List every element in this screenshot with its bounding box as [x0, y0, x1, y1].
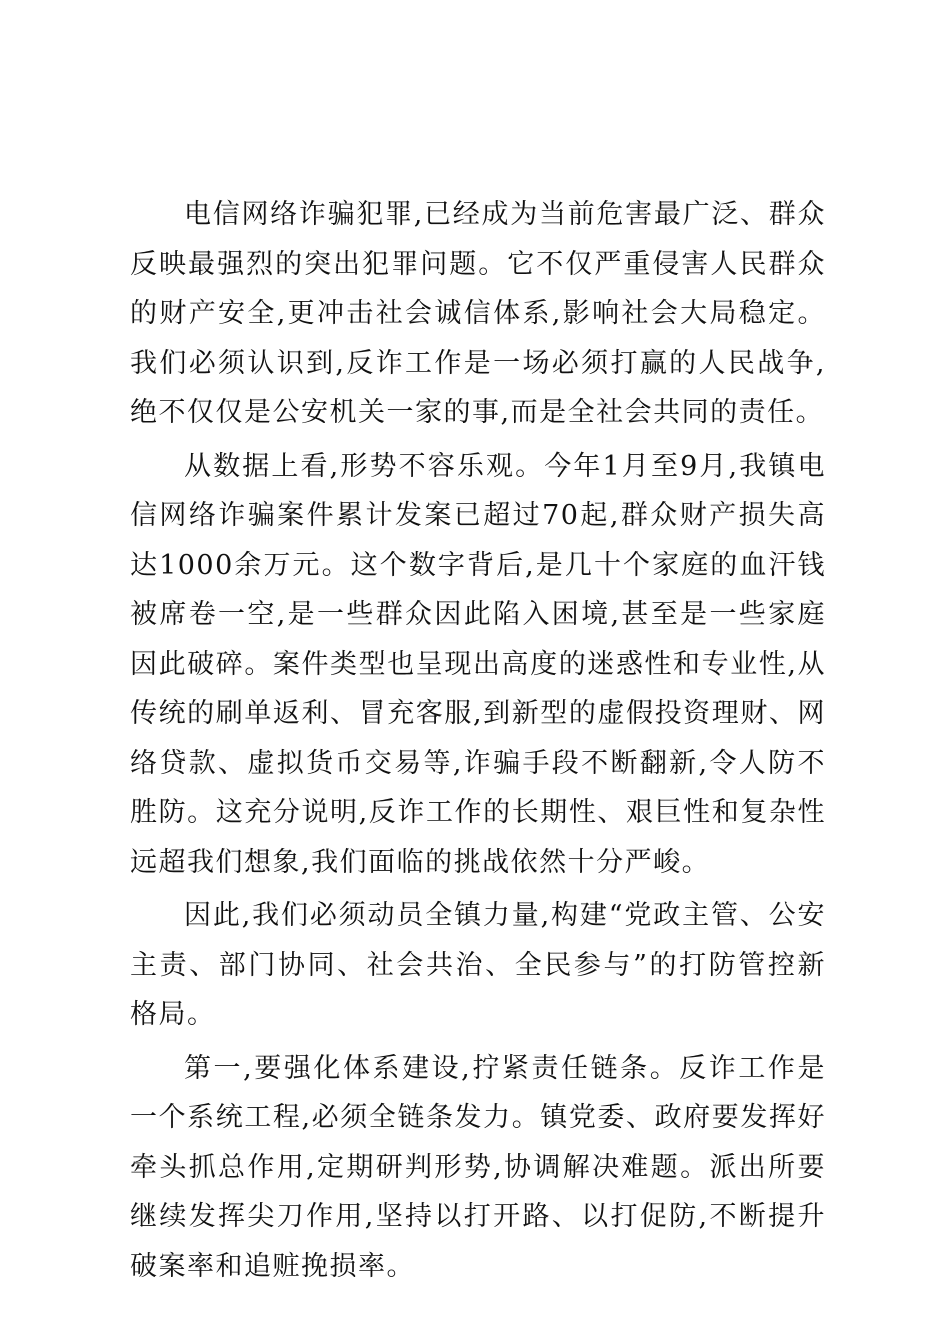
- paragraph-2: 从数据上看,形势不容乐观。今年1月至9月,我镇电信网络诈骗案件累计发案已超过70起,群众财产损失高达1000余万元。这个数字背后,是几十个家庭的血汗钱被席卷一空,是一些群众因此陷入困境,甚至是一些家庭因此破碎。案件类型也呈现出高度的迷惑性和专业性,从传统的刷单返利、冒充客服,到新型的虚假投资理财、网络贷款、虚拟货币交易等,诈骗手段不断翻新,令人防不胜防。这充分说明,反诈工作的长期性、艰巨性和复杂性远超我们想象,我们面临的挑战依然十分严峻。: [130, 450, 826, 878]
- paragraph-1: 电信网络诈骗犯罪,已经成为当前危害最广泛、群众反映最强烈的突出犯罪问题。它不仅严重侵害人民群众的财产安全,更冲击社会诚信体系,影响社会大局稳定。我们必须认识到,反诈工作是一场必须打赢的人民战争,绝不仅仅是公安机关一家的事,而是全社会共同的责任。: [130, 199, 826, 428]
- paragraph-4: 第一,要强化体系建设,拧紧责任链条。反诈工作是一个系统工程,必须全链条发力。镇党委、政府要发挥好牵头抓总作用,定期研判形势,协调解决难题。派出所要继续发挥尖刀作用,坚持以打开路、以打促防,不断提升破案率和追赃挽损率。: [130, 1052, 826, 1282]
- document-body: [130, 190, 826, 1295]
- paragraph-3: 因此,我们必须动员全镇力量,构建“党政主管、公安主责、部门协同、社会共治、全民参与”的打防管控新格局。: [130, 900, 826, 1030]
